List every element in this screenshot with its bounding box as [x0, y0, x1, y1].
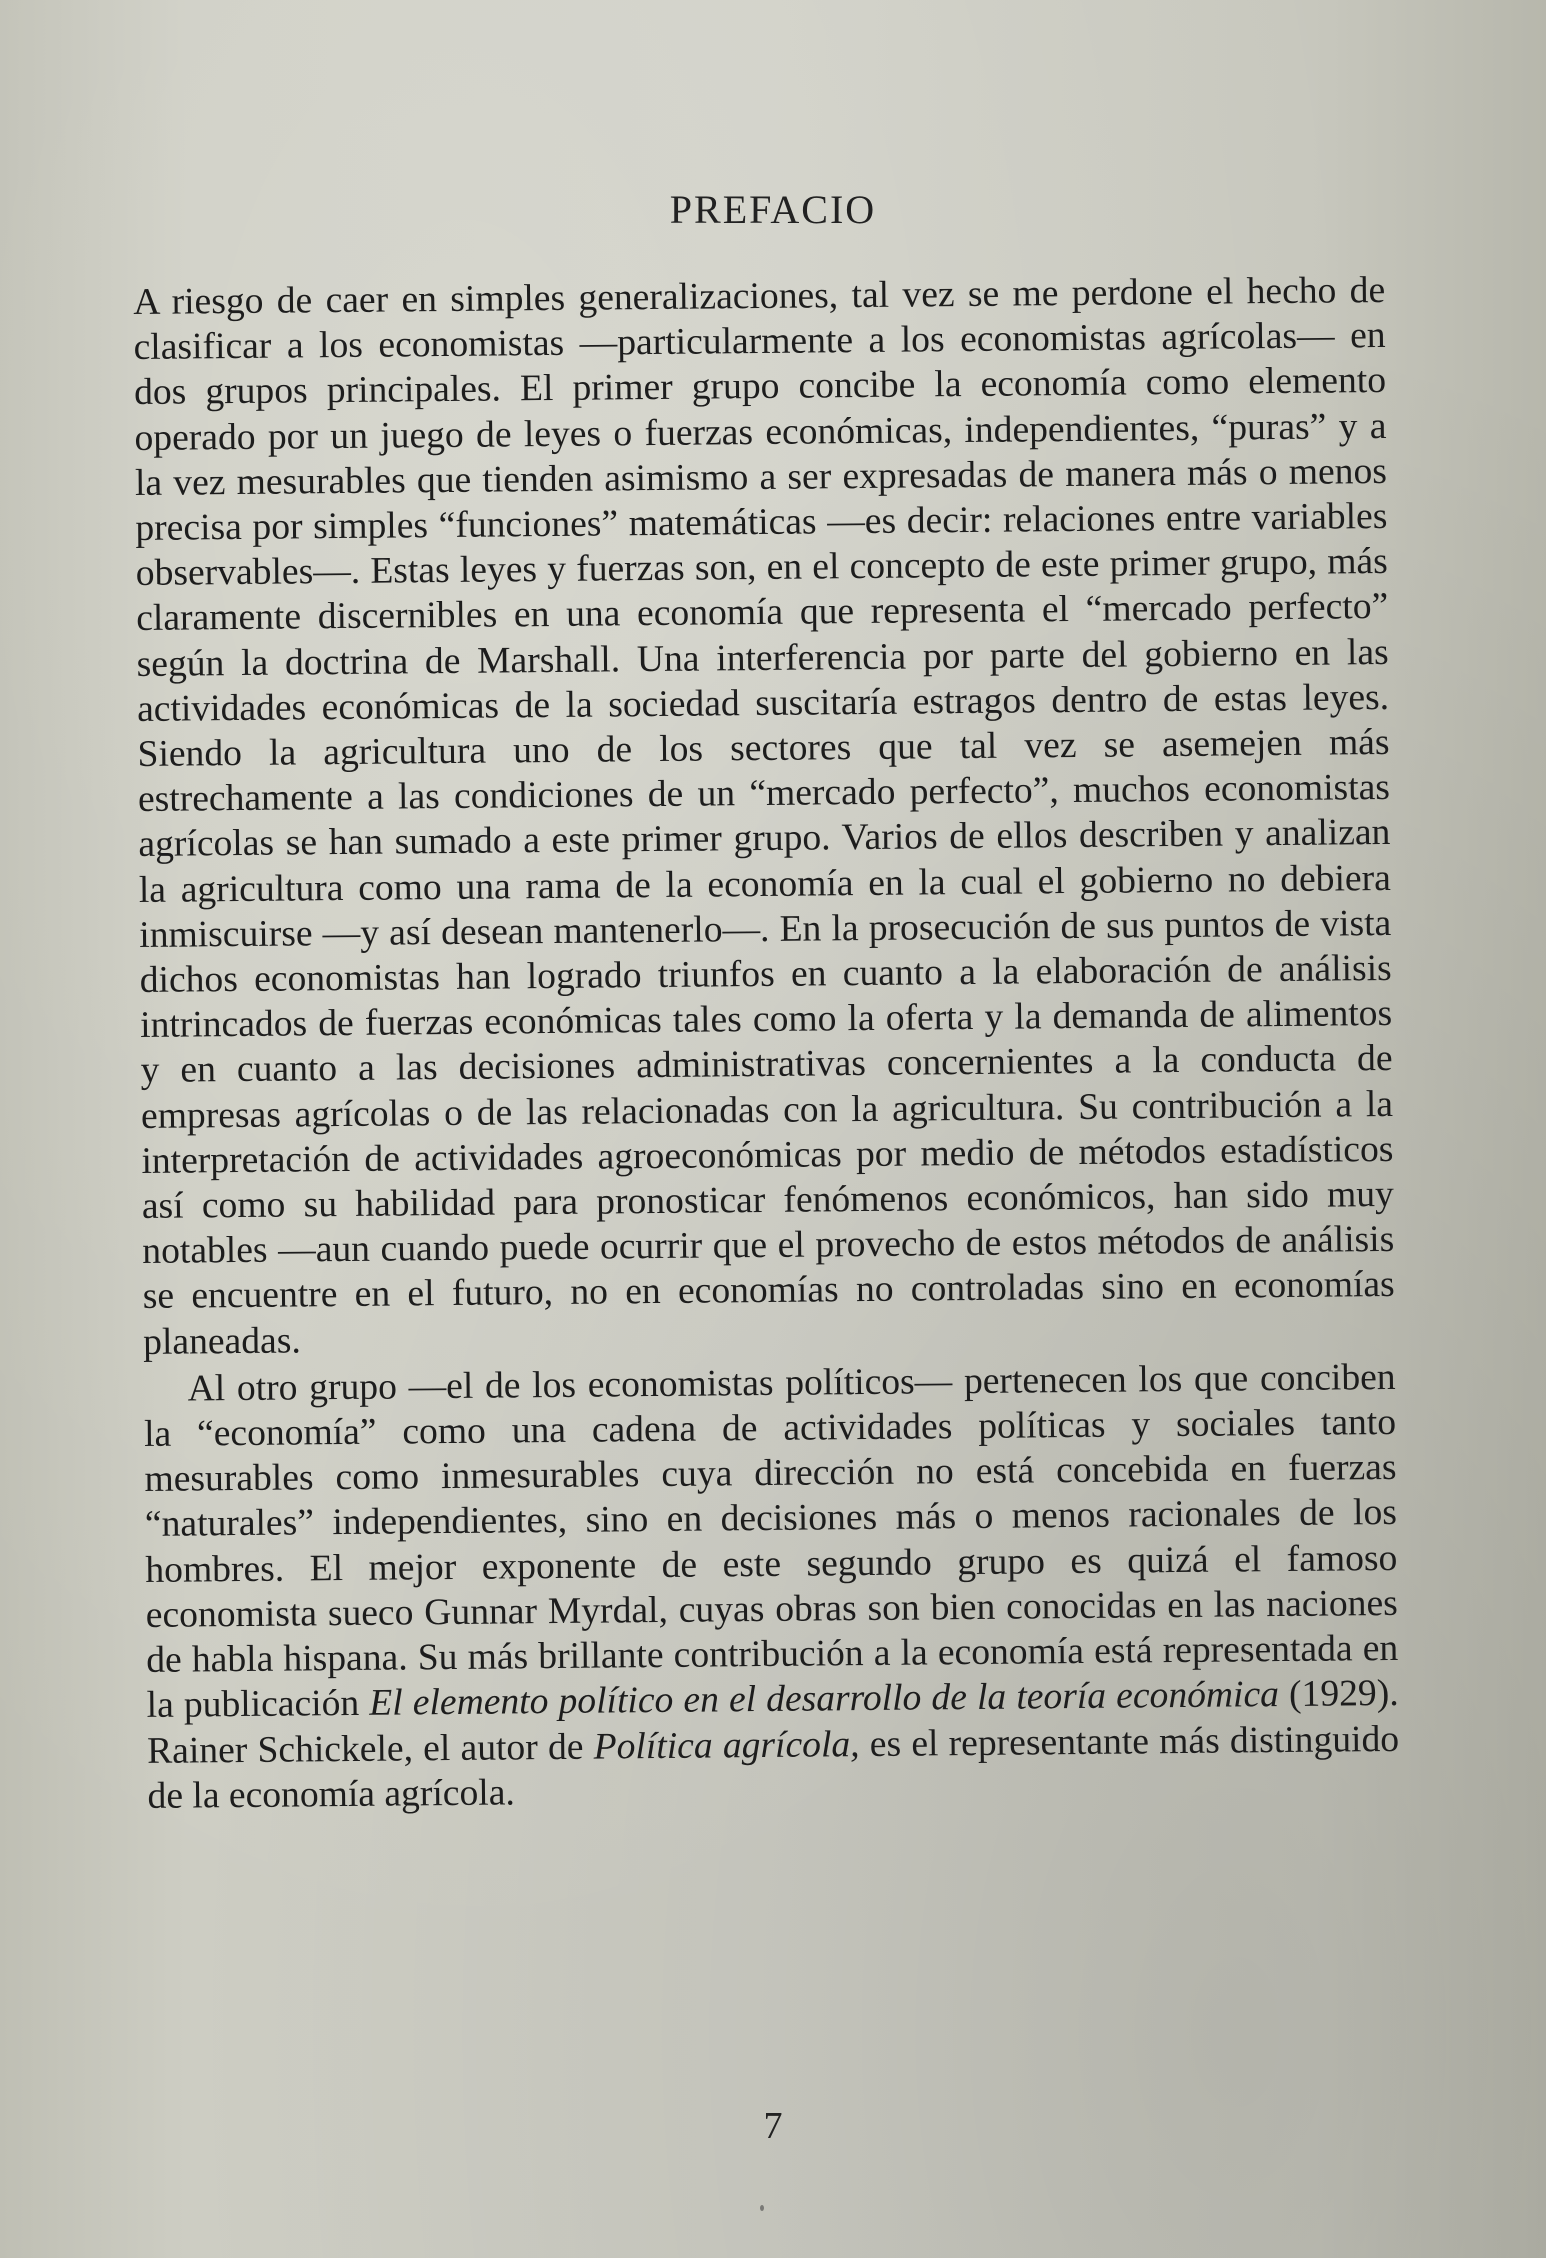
page-number: 7 [763, 2105, 783, 2147]
paper-speck [760, 2205, 764, 2211]
page-body [133, 268, 1400, 1819]
paragraph-1: A riesgo de caer en simples generalizaciones, tal vez se me perdone el hecho de clasificar a los economistas —particularmente a los economistas agrícolas— en dos grupos principales. El primer grupo concibe la economía como elemento operado por un juego de leyes o fuerzas económicas, independientes, “puras” y a la vez mesurables que tienden asimismo a ser expresadas de manera más o menos precisa por simples “funciones” matemáticas —es decir: relaciones entre variables observables—. Estas leyes y fuerzas son, en el concepto de este primer grupo, más claramente discernibles en una economía que representa el “mercado perfecto” según la doctrina de Marshall. Una interferencia por parte del gobierno en las actividades económicas de la sociedad suscitaría estragos dentro de estas leyes. Siendo la agricultura uno de los sectores que tal vez se asemejen más estrechamente a las condiciones de un “mercado perfecto”, muchos economistas agrícolas se han sumado a este primer grupo. Varios de ellos describen y analizan la agricultura como una rama de la economía en la cual el gobierno no debiera inmiscuirse —y así desean mantenerlo—. En la prosecución de sus puntos de vista dichos economistas han logrado triunfos en cuanto a la elaboración de análisis intrincados de fuerzas económicas tales como la oferta y la demanda de alimentos y en cuanto a las decisiones administrativas concernientes a la conducta de empresas agrícolas o de las relacionadas con la agricultura. Su contribución a la interpretación de actividades agroeconómicas por medio de métodos estadísticos así como su habilidad para pronosticar fenómenos económicos, han sido muy notables —aun cuando puede ocurrir que el provecho de estos métodos de análisis se encuentre en el futuro, no en economías no controladas sino en economías planeadas. [133, 269, 1395, 1363]
show-through-text [560, 78, 1360, 124]
paragraph-2-text-c: es el representante más distinguido de la economía agrícola. [147, 1718, 1400, 1817]
page-title: PREFACIO [669, 187, 877, 232]
paragraph-2-text-a: Al otro grupo —el de los economistas políticos— pertenecen los que conciben la “economía” como una cadena de actividades políticas y sociales tanto mesurables como inmesurables cuya dirección no está concebida en fuerzas “naturales” independientes, sino en decisiones más o menos racionales de los hombres. El mejor exponente de este segundo grupo es quizá el famoso economista sueco Gunnar Myrdal, cuyas obras son bien conocidas en las naciones de habla hispana. Su más brillante contribución a la economía está representada en la publicación [143, 1356, 1399, 1727]
paragraph-2-text-b: (1929). Rainer Schickele, el autor de [146, 1673, 1399, 1772]
book-title-politica-agricola: Política agrícola, [593, 1723, 860, 1768]
book-title-elemento-politico: El elemento político en el desarrollo de la teoría económica [369, 1674, 1280, 1725]
paragraph-2 [143, 1355, 1399, 1819]
